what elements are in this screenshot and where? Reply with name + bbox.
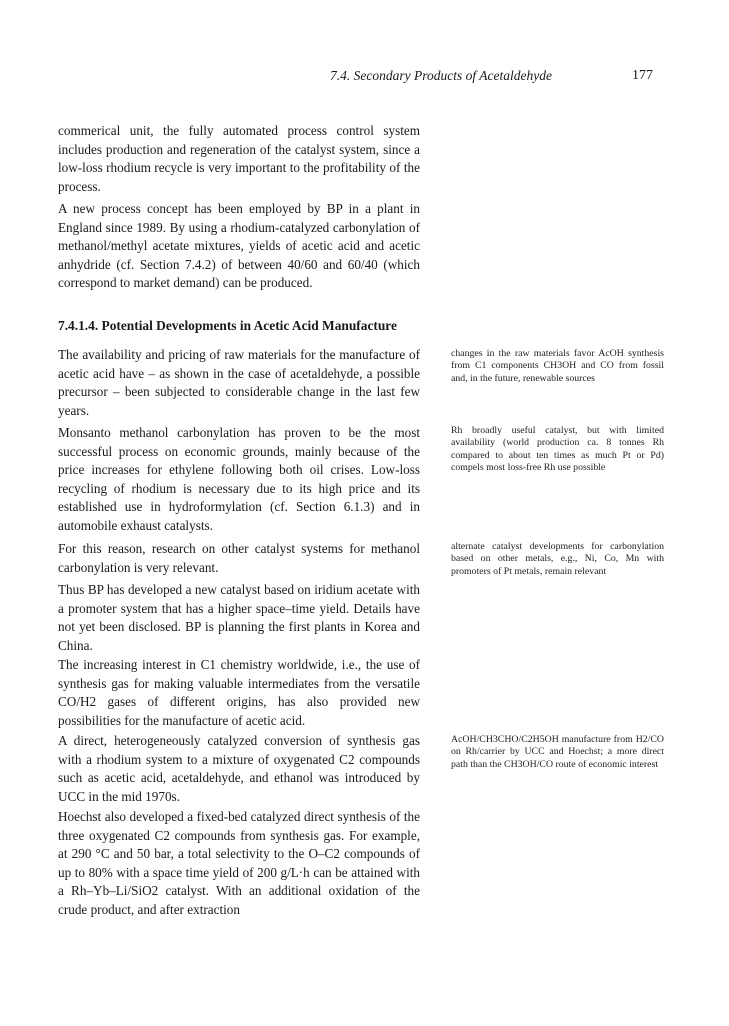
paragraph: The availability and pricing of raw materials for the manufacture of acetic acid have – as shown in the case of acetaldehyde, a possible precursor – been subjected to considerable change in the last few years. [58, 347, 420, 418]
paragraph: Hoechst also developed a fixed-bed catalyzed direct synthesis of the three oxygenated C2 compounds from synthesis gas. For example, at 290 °C and 50 bar, a total selectivity to the O–C2 compounds of up to 80% with a space time yield of 200 g/L·h can be attained with a Rh–Yb–Li/SiO2 catalyst. With an additional oxidation of the crude product, and after extraction [58, 809, 420, 917]
margin-note: AcOH/CH3CHO/C2H5OH manufacture from H2/CO on Rh/carrier by UCC and Hoechst; a more direct path than the CH3OH/CO route of economic interest [451, 734, 664, 770]
running-head-title: 7.4. Secondary Products of Acetaldehyde [330, 68, 552, 83]
paragraph: Thus BP has developed a new catalyst based on iridium acetate with a promoter system that has a higher space–time yield. Details have not yet been disclosed. BP is planning the first plants in Korea and China. [58, 582, 420, 653]
page-number: 177 [632, 68, 653, 83]
margin-note: changes in the raw materials favor AcOH synthesis from C1 components CH3OH and CO from fossil and, in the future, renewable sources [451, 348, 664, 384]
margin-note: alternate catalyst developments for carbonylation based on other metals, e.g., Ni, Co, Mn with promoters of Pt metals, remain relevant [451, 541, 664, 577]
paragraph: Monsanto methanol carbonylation has proven to be the most successful process on economic grounds, mainly because of the price increases for ethylene following both oil crises. Low-loss recycling of rhodium is necessary due to its high price and its established use in hydroformylation (cf. Section 6.1.3) and in automobile exhaust catalysts. [58, 425, 420, 533]
paragraph: commerical unit, the fully automated process control system includes production and regeneration of the catalyst system, since a low-loss rhodium recycle is very important to the profitability of the process. [58, 123, 420, 194]
paragraph: A direct, heterogeneously catalyzed conversion of synthesis gas with a rhodium system to a mixture of oxygenated C2 compounds such as acetic acid, acetaldehyde, and ethanol was introduced by UCC in the mid 1970s. [58, 733, 420, 804]
section-heading: 7.4.1.4. Potential Developments in Acetic Acid Manufacture [58, 318, 397, 333]
running-head [330, 68, 653, 84]
paragraph: For this reason, research on other catalyst systems for methanol carbonylation is very relevant. [58, 541, 420, 575]
margin-note: Rh broadly useful catalyst, but with limited availability (world production ca. 8 tonnes Rh compared to about ten times as much Pt or Pd) compels most loss-free Rh use possible [451, 425, 664, 474]
paragraph: A new process concept has been employed by BP in a plant in England since 1989. By using a rhodium-catalyzed carbonylation of methanol/methyl acetate mixtures, yields of acetic acid and acetic anhydride (cf. Section 7.4.2) of between 40/60 and 60/40 (which correspond to market demand) can be produced. [58, 201, 420, 291]
paragraph: The increasing interest in C1 chemistry worldwide, i.e., the use of synthesis gas for making valuable intermediates from the versatile CO/H2 gases of different origins, has also provided new possibilities for the manufacture of acetic acid. [58, 657, 420, 728]
